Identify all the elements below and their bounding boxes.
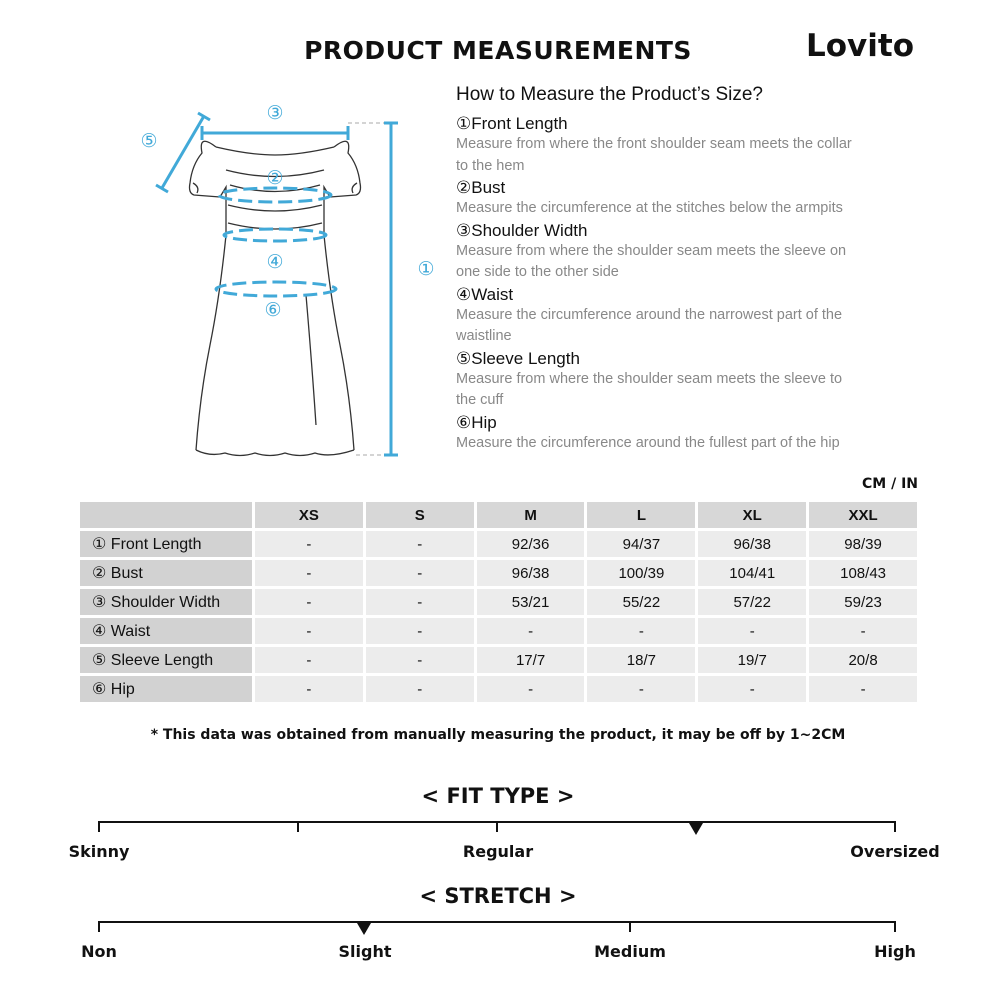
guide-item-hip: [456, 413, 896, 455]
table-row: [80, 560, 917, 586]
fit-type-tick: [98, 821, 100, 832]
table-cell: 53/21: [477, 589, 585, 615]
stretch-tick: [98, 921, 100, 932]
table-cell: -: [255, 676, 363, 702]
guide-item-desc: Measure the circumference around the narrowest part of the: [456, 306, 843, 323]
stretch-title: < STRETCH >: [419, 884, 577, 908]
stretch-line: [98, 921, 896, 923]
column-header-xs: XS: [255, 502, 363, 528]
table-cell: 17/7: [477, 647, 585, 673]
table-cell: -: [477, 676, 585, 702]
table-cell: -: [698, 618, 806, 644]
table-row: [80, 618, 917, 644]
label-front-length: ①: [417, 258, 435, 280]
stretch-tick: [894, 921, 896, 932]
table-cell: 55/22: [587, 589, 695, 615]
guide-item-desc: Measure the circumference around the fullest part of the hip: [456, 434, 840, 451]
column-header-m: M: [477, 502, 585, 528]
table-cell: -: [255, 618, 363, 644]
unit-label: CM / IN: [862, 476, 918, 492]
dress-illustration: [130, 95, 435, 475]
guide-item-name: ③Shoulder Width: [456, 220, 588, 240]
table-cell: -: [698, 676, 806, 702]
guide-item-desc: Measure from where the front shoulder seam meets the collar: [456, 136, 852, 152]
guide-item-desc: Measure from where the shoulder seam meets the sleeve to: [456, 370, 843, 387]
stretch-label-high: High: [874, 942, 916, 961]
stretch-label-non: Non: [81, 942, 117, 961]
table-cell: -: [255, 589, 363, 615]
table-cell: -: [587, 618, 695, 644]
guide-item-desc: one side to the other side: [456, 264, 619, 280]
row-label: ⑥ Hip: [80, 676, 252, 702]
fit-type-tick: [297, 821, 299, 832]
fit-label-oversized: Oversized: [850, 842, 940, 861]
guide-item-name: ⑥Hip: [456, 412, 497, 432]
table-row: [80, 531, 917, 557]
table-cell: 96/38: [477, 560, 585, 586]
table-cell: -: [366, 560, 474, 586]
guide-item-name: ④Waist: [456, 284, 514, 304]
fit-label-regular: Regular: [462, 842, 534, 861]
stretch-marker: [357, 923, 371, 935]
brand-logo: Lovito: [806, 28, 915, 64]
label-bust: ②: [266, 167, 284, 189]
table-cell: -: [587, 676, 695, 702]
measure-guide: [456, 84, 896, 455]
table-row: [80, 676, 917, 702]
table-cell: -: [366, 589, 474, 615]
table-cell: 57/22: [698, 589, 806, 615]
table-cell: -: [255, 560, 363, 586]
guide-item-waist: [456, 285, 896, 348]
fit-type-title: < FIT TYPE >: [421, 784, 575, 808]
column-header-l: L: [587, 502, 695, 528]
row-label: ④ Waist: [80, 618, 252, 644]
table-row: [80, 647, 917, 673]
table-corner-cell: [80, 502, 252, 528]
table-cell: -: [255, 531, 363, 557]
table-cell: 20/8: [809, 647, 917, 673]
guide-item-desc: Measure the circumference at the stitches below the armpits: [456, 200, 843, 216]
fit-type-tick: [894, 821, 896, 832]
table-cell: 18/7: [587, 647, 695, 673]
label-sleeve-length: ⑤: [140, 130, 158, 152]
table-cell: 92/36: [477, 531, 585, 557]
fit-type-tick: [496, 821, 498, 832]
table-cell: 19/7: [698, 647, 806, 673]
table-cell: 100/39: [587, 560, 695, 586]
table-header-row: [80, 502, 917, 528]
table-cell: 96/38: [698, 531, 806, 557]
guide-item-desc: Measure from where the shoulder seam meets the sleeve on: [456, 242, 847, 259]
stretch-label-medium: Medium: [594, 942, 666, 961]
column-header-s: S: [366, 502, 474, 528]
guide-item-bust: [456, 178, 896, 220]
table-cell: 59/23: [809, 589, 917, 615]
guide-item-name: ①Front Length: [456, 114, 568, 133]
table-cell: -: [809, 618, 917, 644]
row-label: ② Bust: [80, 560, 252, 586]
guide-item-name: ②Bust: [456, 178, 506, 197]
row-label: ③ Shoulder Width: [80, 589, 252, 615]
fit-type-marker: [689, 823, 703, 835]
table-cell: 108/43: [809, 560, 917, 586]
table-cell: -: [366, 618, 474, 644]
table-cell: -: [366, 676, 474, 702]
guide-item-desc: the cuff: [456, 392, 504, 408]
stretch-label-slight: Slight: [338, 942, 392, 961]
guide-item-name: ⑤Sleeve Length: [456, 348, 580, 368]
fit-label-skinny: Skinny: [68, 842, 130, 861]
guide-item-sleeve-length: [456, 349, 896, 412]
column-header-xxl: XXL: [809, 502, 917, 528]
dress-diagram: [130, 95, 435, 475]
measurement-note: * This data was obtained from manually measuring the product, it may be off by 1~2CM: [150, 727, 846, 743]
table-cell: -: [366, 647, 474, 673]
table-cell: -: [809, 676, 917, 702]
table-cell: 104/41: [698, 560, 806, 586]
table-cell: -: [366, 531, 474, 557]
row-label: ⑤ Sleeve Length: [80, 647, 252, 673]
table-cell: -: [477, 618, 585, 644]
guide-item-desc: waistline: [456, 328, 512, 344]
table-cell: -: [255, 647, 363, 673]
table-cell: 94/37: [587, 531, 695, 557]
measure-lines: [156, 113, 398, 455]
table-row: [80, 589, 917, 615]
table-cell: 98/39: [809, 531, 917, 557]
column-header-xl: XL: [698, 502, 806, 528]
stretch-tick: [629, 921, 631, 932]
row-label: ① Front Length: [80, 531, 252, 557]
guide-item-front-length: [456, 114, 896, 177]
label-shoulder-width: ③: [266, 102, 284, 124]
label-waist: ④: [266, 251, 284, 273]
guide-item-shoulder-width: [456, 221, 896, 284]
guide-item-desc: to the hem: [456, 157, 525, 174]
label-hip: ⑥: [264, 299, 282, 321]
guide-heading: How to Measure the Product’s Size?: [456, 84, 763, 105]
page-title: PRODUCT MEASUREMENTS: [304, 36, 692, 65]
size-table: [77, 499, 920, 705]
